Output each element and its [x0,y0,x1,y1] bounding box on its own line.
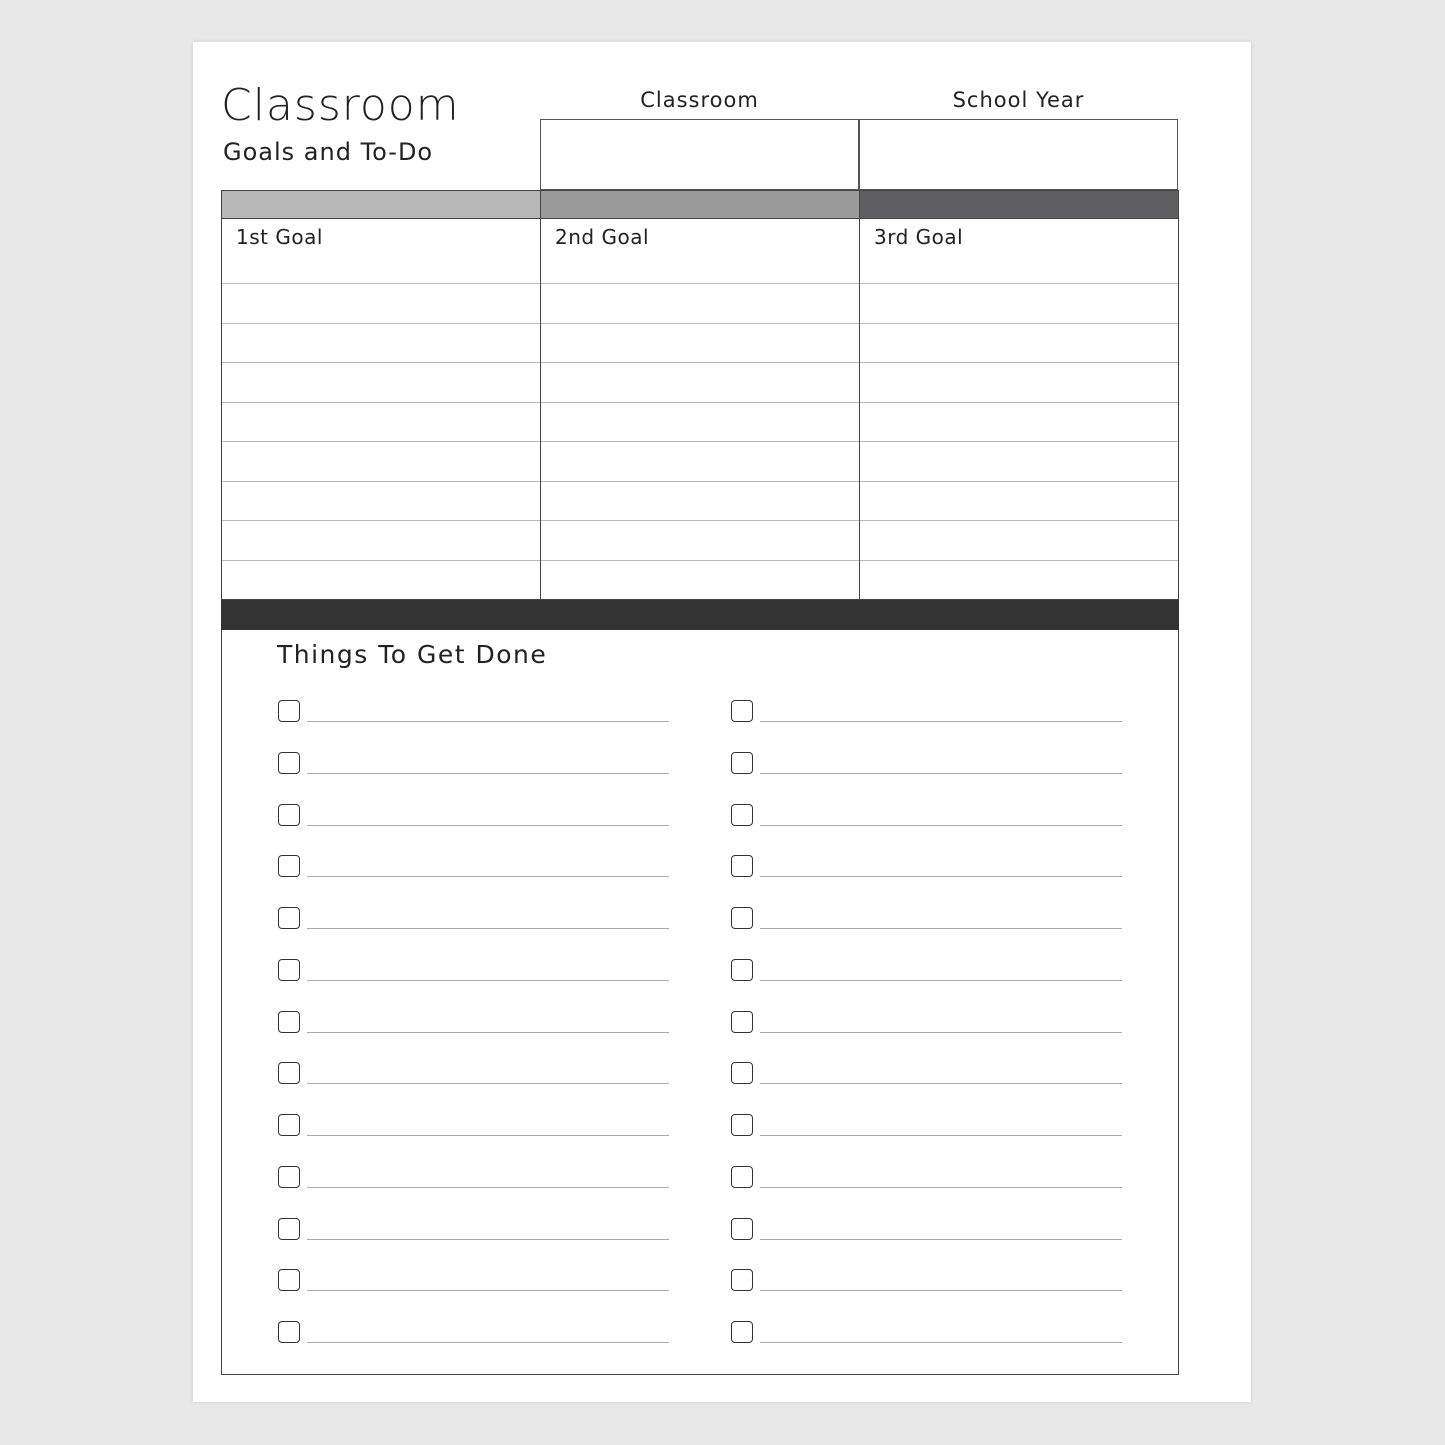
todo-writing-line[interactable] [760,1290,1122,1291]
todo-checkbox[interactable] [278,1321,300,1343]
first-goal-column[interactable] [221,218,541,600]
goal-writing-line [860,520,1178,521]
todo-checkbox[interactable] [278,907,300,929]
todo-checkbox[interactable] [731,907,753,929]
first-goal-color-bar [221,190,541,219]
page-title: Classroom [221,80,460,131]
todo-writing-line[interactable] [307,1135,669,1136]
todo-checkbox[interactable] [278,1218,300,1240]
goal-writing-line [541,560,859,561]
page-subtitle: Goals and To-Do [223,138,434,166]
third-goal-color-bar [859,190,1179,219]
todo-writing-line[interactable] [760,1032,1122,1033]
todo-writing-line[interactable] [760,825,1122,826]
todo-checkbox[interactable] [278,1062,300,1084]
goal-writing-line [541,323,859,324]
todo-checkbox[interactable] [731,1321,753,1343]
goal-writing-line [860,362,1178,363]
section-divider-bar [221,600,1179,630]
goal-writing-line [860,323,1178,324]
todo-section [221,600,1179,1375]
todo-checkbox[interactable] [278,1166,300,1188]
goal-writing-line [541,402,859,403]
todo-checkbox[interactable] [731,700,753,722]
goal-writing-line [860,402,1178,403]
goal-writing-line [222,323,540,324]
todo-writing-line[interactable] [760,1135,1122,1136]
todo-checkbox[interactable] [731,1269,753,1291]
goal-writing-line [222,283,540,284]
goal-writing-line [222,520,540,521]
third-goal-column[interactable] [859,218,1179,600]
goal-writing-line [541,520,859,521]
todo-writing-line[interactable] [307,1342,669,1343]
todo-checkbox[interactable] [278,1011,300,1033]
todo-writing-line[interactable] [307,876,669,877]
goal-writing-line [541,362,859,363]
todo-writing-line[interactable] [307,928,669,929]
goal-writing-line [222,560,540,561]
todo-checkbox[interactable] [278,700,300,722]
goal-writing-line [860,283,1178,284]
goal-writing-line [860,441,1178,442]
goal-writing-line [222,362,540,363]
todo-checkbox[interactable] [731,1114,753,1136]
todo-checkbox[interactable] [731,959,753,981]
todo-writing-line[interactable] [760,721,1122,722]
todo-writing-line[interactable] [307,1239,669,1240]
todo-writing-line[interactable] [307,980,669,981]
todo-checkbox[interactable] [278,959,300,981]
goal-writing-line [222,481,540,482]
goal-writing-line [860,481,1178,482]
todo-checkbox[interactable] [731,1218,753,1240]
goal-writing-line [541,283,859,284]
todo-writing-line[interactable] [760,876,1122,877]
goal-label: 2nd Goal [555,225,649,249]
todo-checkbox[interactable] [278,1114,300,1136]
todo-writing-line[interactable] [307,825,669,826]
todo-checkbox[interactable] [731,855,753,877]
todo-checkbox[interactable] [731,1166,753,1188]
todo-checkbox[interactable] [731,804,753,826]
todo-checkbox[interactable] [731,752,753,774]
todo-title: Things To Get Done [277,640,548,669]
todo-writing-line[interactable] [760,1342,1122,1343]
todo-writing-line[interactable] [760,980,1122,981]
todo-checkbox[interactable] [278,1269,300,1291]
second-goal-color-bar [540,190,860,219]
todo-writing-line[interactable] [760,773,1122,774]
classroom-label: Classroom [640,88,759,112]
todo-writing-line[interactable] [760,1187,1122,1188]
goals-todo-page [193,42,1251,1402]
school-year-field[interactable] [859,119,1178,190]
todo-checkbox[interactable] [278,752,300,774]
todo-writing-line[interactable] [307,721,669,722]
goal-writing-line [222,402,540,403]
todo-writing-line[interactable] [307,1290,669,1291]
second-goal-column[interactable] [540,218,860,600]
todo-writing-line[interactable] [760,928,1122,929]
todo-writing-line[interactable] [307,1083,669,1084]
goal-writing-line [222,441,540,442]
todo-checkbox[interactable] [278,804,300,826]
todo-checkbox[interactable] [731,1062,753,1084]
todo-checkbox[interactable] [731,1011,753,1033]
goal-writing-line [860,560,1178,561]
todo-writing-line[interactable] [307,773,669,774]
todo-writing-line[interactable] [307,1187,669,1188]
todo-writing-line[interactable] [760,1239,1122,1240]
goal-label: 1st Goal [236,225,323,249]
todo-checkbox[interactable] [278,855,300,877]
goal-label: 3rd Goal [874,225,964,249]
school-year-label: School Year [952,88,1085,112]
classroom-field[interactable] [540,119,859,190]
todo-writing-line[interactable] [760,1083,1122,1084]
goal-writing-line [541,481,859,482]
todo-writing-line[interactable] [307,1032,669,1033]
goal-writing-line [541,441,859,442]
